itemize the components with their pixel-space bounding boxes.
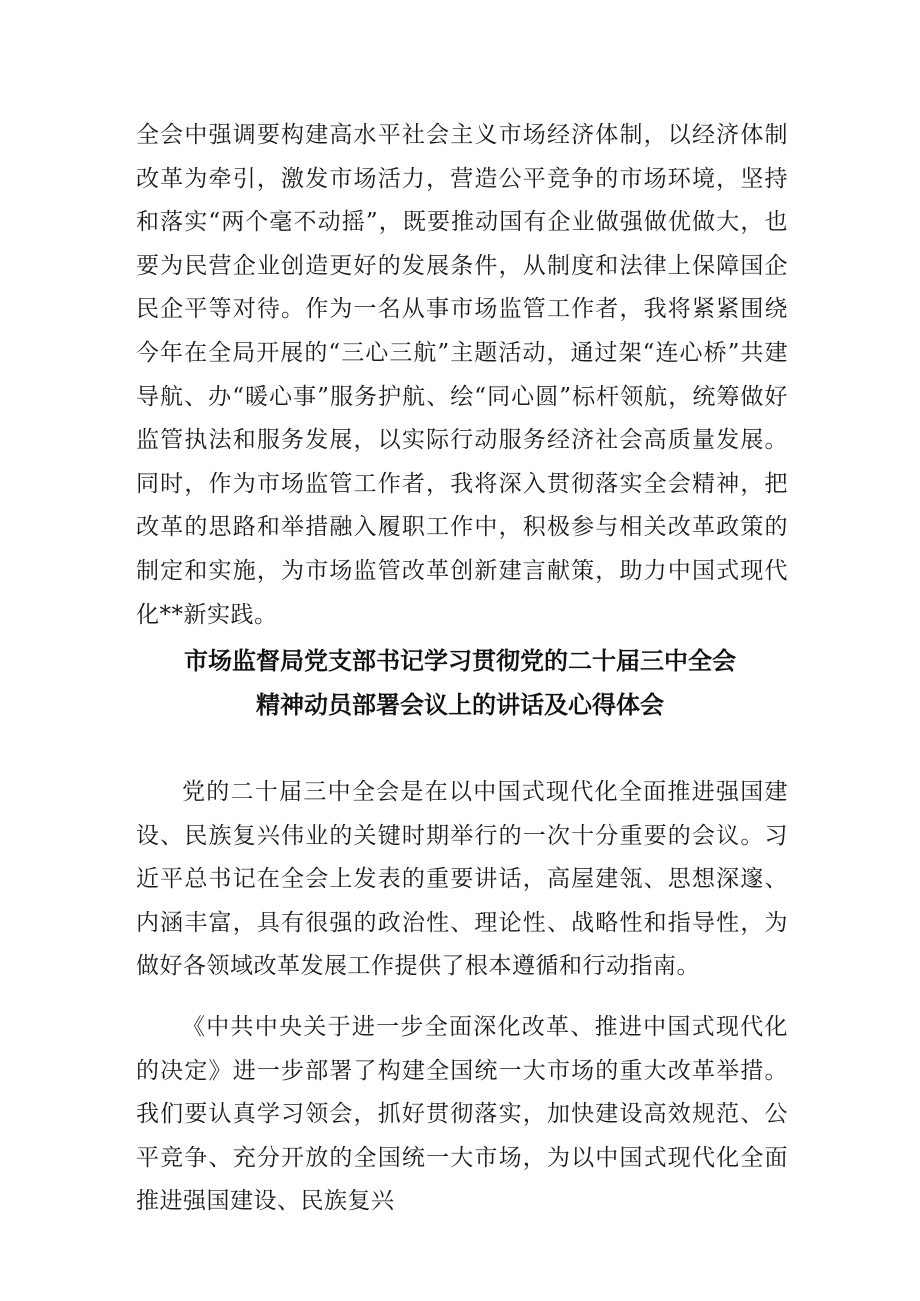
section-title-line-1: 市场监督局党支部书记学习贯彻党的二十届三中全会 <box>184 647 736 675</box>
section-title-line-2: 精神动员部署会议上的讲话及心得体会 <box>256 691 664 719</box>
intro-paragraph: 全会中强调要构建高水平社会主义市场经济体制，以经济体制改革为牵引，激发市场活力，营造公平竞争的市场环境，坚持和落实“两个毫不动摇”，既要推动国有企业做强做优做大，也要为民营企业创造更好的发展条件，从制度和法律上保障国企民企平等对待。作为一名从事市场监管工作者，我将紧紧围绕今年在全局开展的“三心三航”主题活动，通过架“连心桥”共建导航、办“暖心事”服务护航、绘“同心圆”标杆领航，统筹做好监管执法和服务发展，以实际行动服务经济社会高质量发展。同时，作为市场监管工作者，我将深入贯彻落实全会精神，把改革的思路和举措融入履职工作中，积极参与相关改革政策的制定和实施，为市场监管改革创新建言献策，助力中国式现代化**新实践。 <box>136 122 788 628</box>
body-paragraph-2: 《中共中央关于进一步全面深化改革、推进中国式现代化的决定》进一步部署了构建全国统一大市场的重大改革举措。我们要认真学习领会，抓好贯彻落实，加快建设高效规范、公平竞争、充分开放的全国统一大市场，为以中国式现代化全面推进强国建设、民族复兴 <box>136 1014 788 1215</box>
body-paragraph-1: 党的二十届三中全会是在以中国式现代化全面推进强国建设、民族复兴伟业的关键时期举行的一次十分重要的会议。习近平总书记在全会上发表的重要讲话，高屋建瓴、思想深邃、内涵丰富，具有很强的政治性、理论性、战略性和指导性，为做好各领域改革发展工作提供了根本遵循和行动指南。 <box>136 779 788 980</box>
